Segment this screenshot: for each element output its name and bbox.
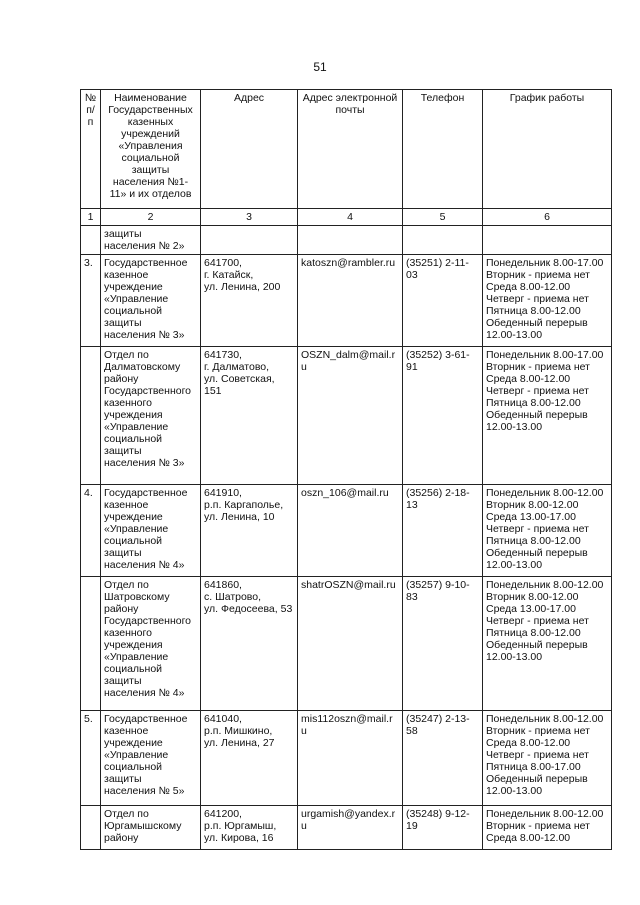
header-schedule: График работы xyxy=(483,90,612,209)
row-phone: (35251) 2-11- 03 xyxy=(403,255,483,347)
row-name: Государственное казенное учреждение «Управление социальной защиты населения № 4» xyxy=(101,485,201,577)
row-email: OSZN_dalm@mail.r u xyxy=(298,347,403,485)
column-number: 6 xyxy=(483,209,612,226)
institutions-table xyxy=(80,89,612,850)
table-row xyxy=(81,806,612,850)
row-address: 641040, р.п. Мишкино, ул. Ленина, 27 xyxy=(201,711,298,806)
row-name: Государственное казенное учреждение «Управление социальной защиты населения № 5» xyxy=(101,711,201,806)
header-address: Адрес xyxy=(201,90,298,209)
row-name: защиты населения № 2» xyxy=(101,226,201,255)
table-row xyxy=(81,347,612,485)
row-name: Отдел по Юргамышскому району xyxy=(101,806,201,850)
row-schedule: Понедельник 8.00-12.00 Вторник - приема нет Среда 8.00-12.00 Четверг - приема нет Пятница 8.00-17.00 Обеденный перерыв 12.00-13.00 xyxy=(483,711,612,806)
row-phone: (35248) 9-12- 19 xyxy=(403,806,483,850)
row-phone: (35257) 9-10- 83 xyxy=(403,577,483,711)
row-email: mis112oszn@mail.r u xyxy=(298,711,403,806)
table-row xyxy=(81,485,612,577)
row-schedule: Понедельник 8.00-12.00 Вторник 8.00-12.00 Среда 13.00-17.00 Четверг - приема нет Пятница 8.00-12.00 Обеденный перерыв 12.00-13.00 xyxy=(483,485,612,577)
row-name: Отдел по Шатровскому району Государственного казенного учреждения «Управление социальной защиты населения № 4» xyxy=(101,577,201,711)
table-row xyxy=(81,711,612,806)
table-row xyxy=(81,255,612,347)
row-schedule xyxy=(483,226,612,255)
table-row xyxy=(81,226,612,255)
column-number: 2 xyxy=(101,209,201,226)
row-phone: (35247) 2-13- 58 xyxy=(403,711,483,806)
row-num xyxy=(81,806,101,850)
row-name: Государственное казенное учреждение «Управление социальной защиты населения № 3» xyxy=(101,255,201,347)
row-address: 641860, с. Шатрово, ул. Федосеева, 53 xyxy=(201,577,298,711)
row-phone: (35252) 3-61- 91 xyxy=(403,347,483,485)
header-row xyxy=(81,90,612,209)
row-num: 5. xyxy=(81,711,101,806)
row-address: 641200, р.п. Юргамыш, ул. Кирова, 16 xyxy=(201,806,298,850)
row-schedule: Понедельник 8.00-12.00 Вторник 8.00-12.00 Среда 13.00-17.00 Четверг - приема нет Пятница 8.00-12.00 Обеденный перерыв 12.00-13.00 xyxy=(483,577,612,711)
row-phone: (35256) 2-18- 13 xyxy=(403,485,483,577)
row-num: 3. xyxy=(81,255,101,347)
row-name: Отдел по Далматовскому району Государственного казенного учреждения «Управление социальной защиты населения № 3» xyxy=(101,347,201,485)
row-email: katoszn@rambler.ru xyxy=(298,255,403,347)
header-num: № п/п xyxy=(81,90,101,209)
row-num: 4. xyxy=(81,485,101,577)
column-number: 3 xyxy=(201,209,298,226)
column-number-row xyxy=(81,209,612,226)
header-phone: Телефон xyxy=(403,90,483,209)
row-address xyxy=(201,226,298,255)
page-number: 51 xyxy=(313,60,327,74)
row-address: 641730, г. Далматово, ул. Советская, 151 xyxy=(201,347,298,485)
column-number: 4 xyxy=(298,209,403,226)
row-email xyxy=(298,226,403,255)
row-email: oszn_106@mail.ru xyxy=(298,485,403,577)
row-num xyxy=(81,226,101,255)
header-email: Адрес электронной почты xyxy=(298,90,403,209)
row-num xyxy=(81,577,101,711)
row-num xyxy=(81,347,101,485)
column-number: 5 xyxy=(403,209,483,226)
row-schedule: Понедельник 8.00-17.00 Вторник - приема нет Среда 8.00-12.00 Четверг - приема нет Пятница 8.00-12.00 Обеденный перерыв 12.00-13.00 xyxy=(483,347,612,485)
row-schedule: Понедельник 8.00-17.00 Вторник - приема нет Среда 8.00-12.00 Четверг - приема нет Пятница 8.00-12.00 Обеденный перерыв 12.00-13.00 xyxy=(483,255,612,347)
row-phone xyxy=(403,226,483,255)
row-email: shatrOSZN@mail.ru xyxy=(298,577,403,711)
row-address: 641910, р.п. Каргаполье, ул. Ленина, 10 xyxy=(201,485,298,577)
row-schedule: Понедельник 8.00-12.00 Вторник - приема нет Среда 8.00-12.00 xyxy=(483,806,612,850)
row-address: 641700, г. Катайск, ул. Ленина, 200 xyxy=(201,255,298,347)
table-row xyxy=(81,577,612,711)
row-email: urgamish@yandex.r u xyxy=(298,806,403,850)
header-name: Наименование Государственных казенных учреждений «Управления социальной защиты населения №1- 11» и их отделов xyxy=(101,90,201,209)
column-number: 1 xyxy=(81,209,101,226)
